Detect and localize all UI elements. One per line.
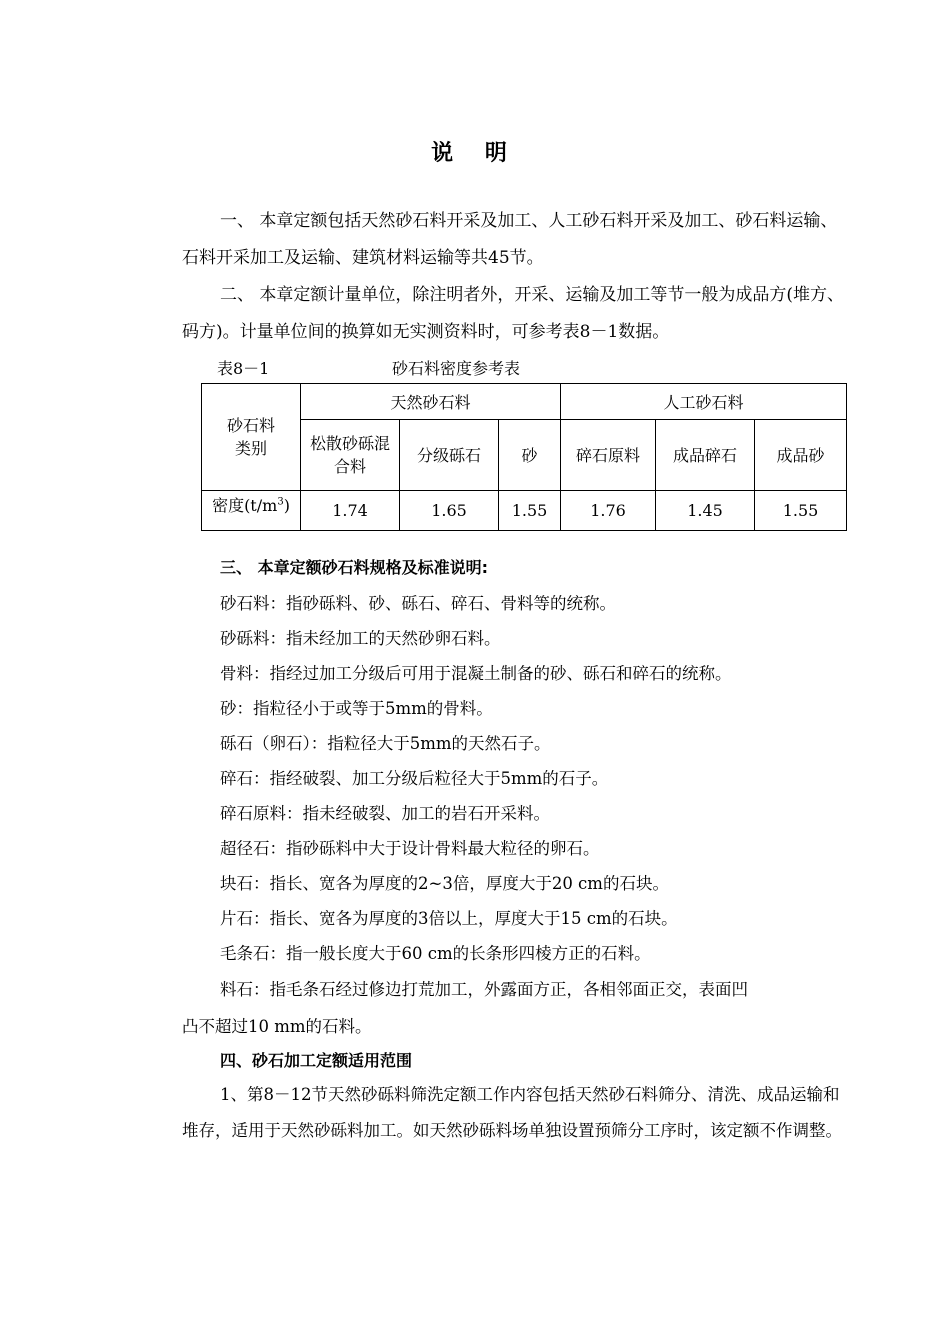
density-label-cell: 密度$(t/m^3)$ — [202, 491, 301, 531]
table-cell: 1.45 — [656, 491, 755, 531]
table-caption: 表8－1 — [217, 359, 270, 378]
table-title: 砂石料密度参考表 — [392, 359, 521, 378]
table-cell: 1.76 — [561, 491, 656, 531]
category-header: 砂石料类别 — [226, 416, 275, 458]
section-4-heading: 四、砂石加工定额适用范围 — [220, 1051, 413, 1070]
paragraph-1: 一、 本章定额包括天然砂石料开采及加工、人工砂石料开采及加工、砂石料运输、石料开采加工及运输、建筑材料运输等共45节。 — [182, 211, 838, 268]
definition-item: 骨料：指经过加工分级后可用于混凝土制备的砂、砾石和碎石的统称。 — [220, 664, 732, 683]
definition-item: 超径石：指砂砾料中大于设计骨料最大粒径的卵石。 — [220, 839, 600, 858]
table-cell: 1.74 — [301, 491, 400, 531]
artificial-group-header: 人工砂石料 — [561, 384, 847, 420]
definition-item: 块石：指长、宽各为厚度的2~3倍，厚度大于20 cm的石块。 — [220, 874, 669, 893]
table-cell: 1.55 — [499, 491, 561, 531]
definition-item: 碎石：指经破裂、加工分级后粒径大于5mm的石子。 — [220, 769, 609, 788]
definition-item: 碎石原料：指未经破裂、加工的岩石开采料。 — [220, 804, 550, 823]
definition-item: 片石：指长、宽各为厚度的3倍以上，厚度大于15 cm的石块。 — [220, 909, 678, 928]
definition-item-part-2: 凸不超过10 mm的石料。 — [182, 1017, 372, 1036]
column-header: 砂 — [499, 420, 561, 491]
definition-item: 砂砾料：指未经加工的天然砂卵石料。 — [220, 629, 501, 648]
column-header: 分级砾石 — [400, 420, 499, 491]
table-row — [202, 491, 847, 531]
column-header: 松散砂砾混合料 — [301, 420, 400, 491]
definition-item: 砂：指粒径小于或等于5mm的骨料。 — [220, 699, 493, 718]
density-table — [201, 383, 847, 531]
paragraph-2: 二、 本章定额计量单位，除注明者外，开采、运输及加工等节一般为成品方(堆方、码方)。计量单位间的换算如无实测资料时，可参考表8－1数据。 — [182, 285, 845, 342]
column-header: 成品砂 — [755, 420, 847, 491]
table-header-row — [202, 384, 847, 420]
definition-item: 砾石（卵石）：指粒径大于5mm的天然石子。 — [220, 734, 551, 753]
definition-item-part-1: 料石：指毛条石经过修边打荒加工，外露面方正，各相邻面正交，表面凹 — [220, 980, 748, 999]
definition-item: 砂石料：指砂砾料、砂、砾石、碎石、骨料等的统称。 — [220, 594, 616, 613]
column-header: 碎石原料 — [561, 420, 656, 491]
table-cell: 1.65 — [400, 491, 499, 531]
section-3-heading: 三、 本章定额砂石料规格及标准说明: — [220, 558, 488, 577]
page-title: 说 明 — [431, 141, 519, 166]
definition-item: 毛条石：指一般长度大于60 cm的长条形四棱方正的石料。 — [220, 944, 651, 963]
category-header-cell — [202, 384, 301, 491]
natural-group-header: 天然砂石料 — [301, 384, 561, 420]
column-header: 成品碎石 — [656, 420, 755, 491]
section-4-paragraph: 1、第8－12节天然砂砾料筛洗定额工作内容包括天然砂石料筛分、清洗、成品运输和堆存，适用于天然砂砾料加工。如天然砂砾料场单独设置预筛分工序时，该定额不作调整。 — [182, 1085, 842, 1140]
table-cell: 1.55 — [755, 491, 847, 531]
